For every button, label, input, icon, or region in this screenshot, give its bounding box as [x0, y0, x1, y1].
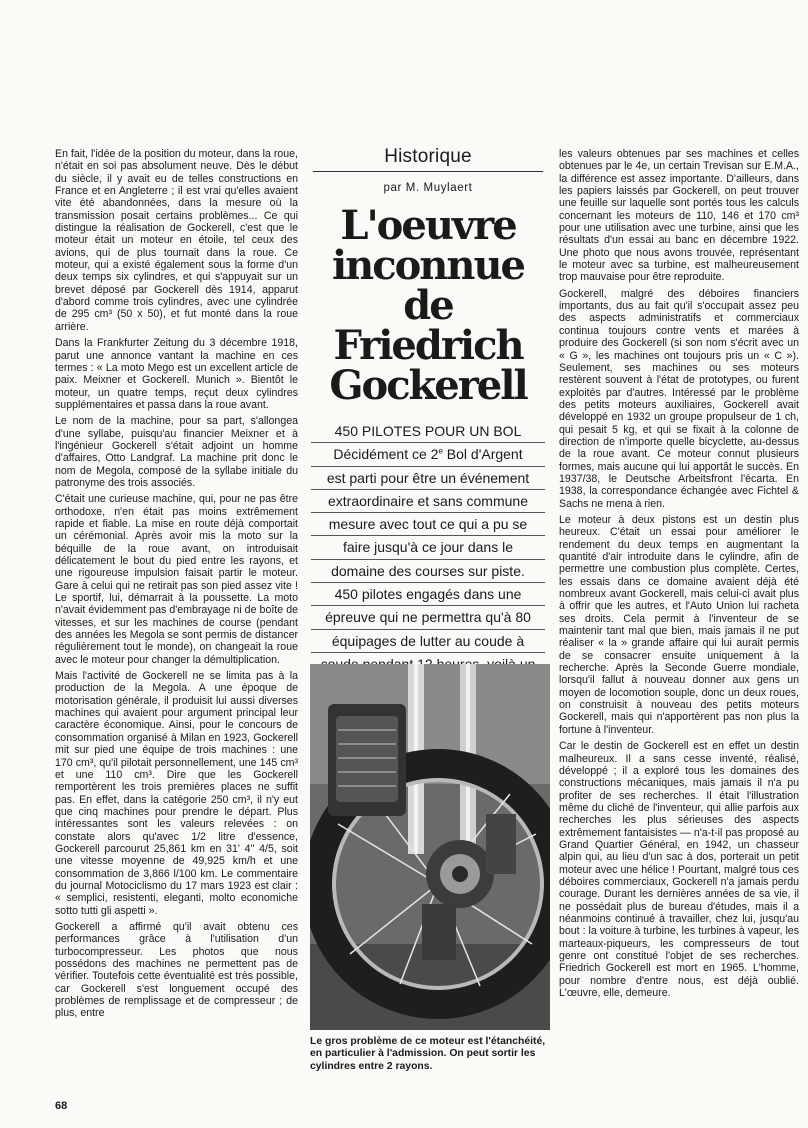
paragraph: les valeurs obtenues par ses machines et celles obtenues par le 4e, un certain Trevisan sur E.M.A., la différence est assez importante. D'ailleurs, dans les papiers laissés par Gockerell, on peut trouver une feuille sur laquelle sont portés tous les calculs concernant les moteurs de 110, 146 et 170 cm³ pour une utilisation avec une turbine, ainsi que les résultats d'un essai au banc en décembre 1922. Une photo que nous avons trouvée, représentant le moteur avec sa turbine, est malheureusement trop mauvaise pour être reproduite. [559, 148, 799, 284]
byline: par M. Muylaert [383, 182, 473, 194]
superscript: e [438, 446, 443, 456]
paragraph: Dans la Frankfurter Zeitung du 3 décembre 1918, parut une annonce vantant la machine en ces termes : « La moto Mego est un excellent article de paix. Meixner et Gockerell. Munich ». Bientôt le moteur, un quatre temps, reçut deux cylindres supplémentaires et passa dans la roue avant. [55, 337, 298, 411]
article-title [307, 202, 549, 409]
paragraph: Mais l'activité de Gockerell ne se limita pas à la production de la Megola. A une époque de motorisation générale, il produisit lui aussi diverses machines qui avaient pour argument principal leur caractère économique. Ainsi, pour le concours de consommation organisé à Milan en 1923, Gockerell mit sur pied une équipe de trois machines : une 170 cm³, qu'il pilotait personnellement, une 145 cm³ et une 110 cm³. Dire que les Gockerell remportèrent les trois premières places ne suffit pas. En effet, dans la catégorie 250 cm³, il n'y eut que cinq machines pour prendre le départ. Plus intéressantes sont les valeurs relevées : on constate alors qu'avec 1/2 litre d'essence, Gockerell parcourut 25,861 km en 31' 4'' 4/5, soit une vitesse moyenne de 49,925 km/h et une consommation de 3,866 l/100 km. Le commentaire du journal Motociclismo du 17 mars 1923 est clair : « semplici, resistenti, eleganti, molto economiche sotto tutti gli aspetti ». [55, 670, 298, 917]
title-line: de Friedrich [333, 282, 523, 369]
paragraph: Le moteur à deux pistons est un destin plus heureux. C'était un essai pour améliorer le rendement du deux temps en augmentant la quantité d'air introduite dans le cylindre, afin de permettre une combustion plus complète. Certes, les essais dans ce domaine avaient déjà été nombreux avant Gockerell, mais celui-ci avait plus à offrir que les autres, et l'Auto Union lui racheta ses droits. Cela permit à l'inventeur de se maintenir tant mal que bien, mais jamais il ne put réaliser « la » grande affaire qui lui aurait permis de se consacrer ensuite uniquement à la recherche. Après la Seconde Guerre mondiale, lorsqu'il fallut à nouveau donner aux gens un moyen de locomotion souple, donc un deux roues, on construisit à nouveau des petits moteurs Gockerell, mais qui n'apportèrent pas non plus la fortune à l'inventeur. [559, 513, 799, 736]
paragraph: C'était une curieuse machine, qui, pour ne pas être orthodoxe, n'en était pas moins extrêmement rapide et fiable. La mise en route déjà comportait un cérémonial. Après avoir mis la moto sur la béquille de la roue avant, on introduisait délicatement le bout du pied entre les rayons, et une rigoureuse impulsion faisait partir le moteur. Gare à celui qui ne retirait pas son pied assez vite ! Le sportif, lui, démarrait à la poussette. La moto n'avait évidemment pas d'embrayage ni de boîte de vitesses, et sur les machines de course (pendant des années les Megola se sont permis de distancer régulièrement tout le monde), on changeait la roue avec le moteur pour changer la démultiplication. [55, 493, 298, 666]
photo-illustration [310, 664, 550, 1030]
lead-line: épreuve qui ne permettra qu'à 80 [311, 606, 545, 629]
title-line: inconnue [331, 242, 524, 289]
title-line: Gockerell [329, 362, 527, 409]
paragraph: En fait, l'idée de la position du moteur, dans la roue, n'était en soi pas absolument neuve. Dès le début du siècle, il y avait eu de telles constructions en France et en Angleterre ; il est vrai qu'elles avaient vite été abandonnées, dans la mesure où la transmission posait certains problèmes... Ce qui distingue la réalisation de Gockerell, c'est que le moteur était un moteur en étoile, tel ceux des avions, qui de plus tournait dans la roue. Ce moteur, qui a existé également sous la forme d'un deux temps six cylindres, et qui s'appuyait sur un brevet déposé par Gockerell dès 1914, apparut d'abord comme trois cylindres, avec une cylindrée de 295 cm³ (50 x 50), et fut monté dans la roue arrière. [55, 148, 298, 333]
section-heading: Historique [384, 146, 472, 167]
title-line: L'oeuvre [340, 202, 516, 249]
lead-line [311, 443, 545, 466]
lead-line: extraordinaire et sans commune [311, 490, 545, 513]
left-column [55, 148, 298, 1024]
lead-line: faire jusqu'à ce jour dans le [311, 536, 545, 559]
motorcycle-photo [310, 664, 550, 1030]
lead-line: 450 PILOTES POUR UN BOL [311, 420, 545, 443]
paragraph: Gockerell a affirmé qu'il avait obtenu ces performances grâce à l'utilisation d'un turbocompresseur. Les photos que nous possédons des machines ne permettent pas de vérifier. Toutefois cette éventualité est très possible, car Gockerell s'est longuement occupé des problèmes de remplissage et de compresseur ; de plus, entre [55, 920, 298, 1020]
lead-text: Décidément ce 2 [333, 446, 439, 463]
lead-line: est parti pour être un événement [311, 467, 545, 490]
right-column [559, 148, 799, 1003]
lead-text: Bol d'Argent [442, 446, 523, 463]
photo-caption: Le gros problème de ce moteur est l'étanchéité, en particulier à l'admission. On peut sortir les cylindres entre 2 rayons. [310, 1036, 546, 1072]
page-number: 68 [55, 1100, 68, 1112]
paragraph: Gockerell, malgré des déboires financiers importants, dus au fait qu'il s'occupait assez peu des aspects administratifs et commerciaux continua toujours contre vents et marées à produire des Gockerell (si son nom s'écrit avec un « G », les machines ont toujours pris un « C »). Seulement, ses machines ou ses moteurs restèrent souvent à l'état de prototypes, ou furent exploités par d'autres. Intéressé par le problème des petits moteurs auxiliaires, Gockerell avait développé en 1932 un groupe propulseur de 1 ch, qui pesait 5 kg, et qui se fixait à la colonne de direction de n'importe quelle bicyclette, au-dessus de la roue avant. Ce moteur connut plusieurs formes, mais aucune qui lui apportât le succès. En 1937/38, le Deutsche Arbeitsfront l'écarta. En 1938, la correspondance échangée avec Fichtel & Sachs ne mena à rien. [559, 287, 799, 510]
lead-line: mesure avec tout ce qui a pu se [311, 513, 545, 536]
paragraph: Le nom de la machine, pour sa part, s'allongea d'une syllabe, puisqu'au financier Meixner et à l'ingénieur Gockerell s'était adjoint un homme d'affaires, Otto Landgraf. La machine prit donc le nom de Megola, composé de la syllabe initiale du patronyme des trois associés. [55, 415, 298, 489]
lead-line: 450 pilotes engagés dans une [311, 583, 545, 606]
paragraph: Car le destin de Gockerell est en effet un destin malheureux. Il a sans cesse inventé, réalisé, développé ; il a exploré tous les domaines des constructions mécaniques, mais jamais il n'a pu profiter de ses recherches. Il était l'illustration même du cliché de l'inventeur, qui allie parfois aux recherches les plus sérieuses des aspects extrêmement fantaisistes — n'a-t-il pas proposé au Grand Quartier Général, en 1942, un chasseur alpin qui, au lieu d'un sac à dos, porterait un petit moteur avec une hélice ! Pourtant, malgré tous ces déboires commerciaux, Gockerell n'a jamais perdu courage. Durant les dernières années de sa vie, il ne possédait plus de bureau d'études, mais il a néanmoins continué à travailler, chez lui, jusqu'au bout : la voiture à turbine, les turbines à vapeur, les marteaux-piqueurs, les compresseurs de tout genre ont constitué l'objet de ses recherches. Friedrich Gockerell est mort en 1965. L'homme, pour nombre d'entre nous, est déjà oublié. L'œuvre, elle, demeure. [559, 740, 799, 1000]
lead-line: domaine des courses sur piste. [311, 560, 545, 583]
divider [313, 171, 543, 172]
lead-line: équipages de lutter au coude à [311, 630, 545, 653]
